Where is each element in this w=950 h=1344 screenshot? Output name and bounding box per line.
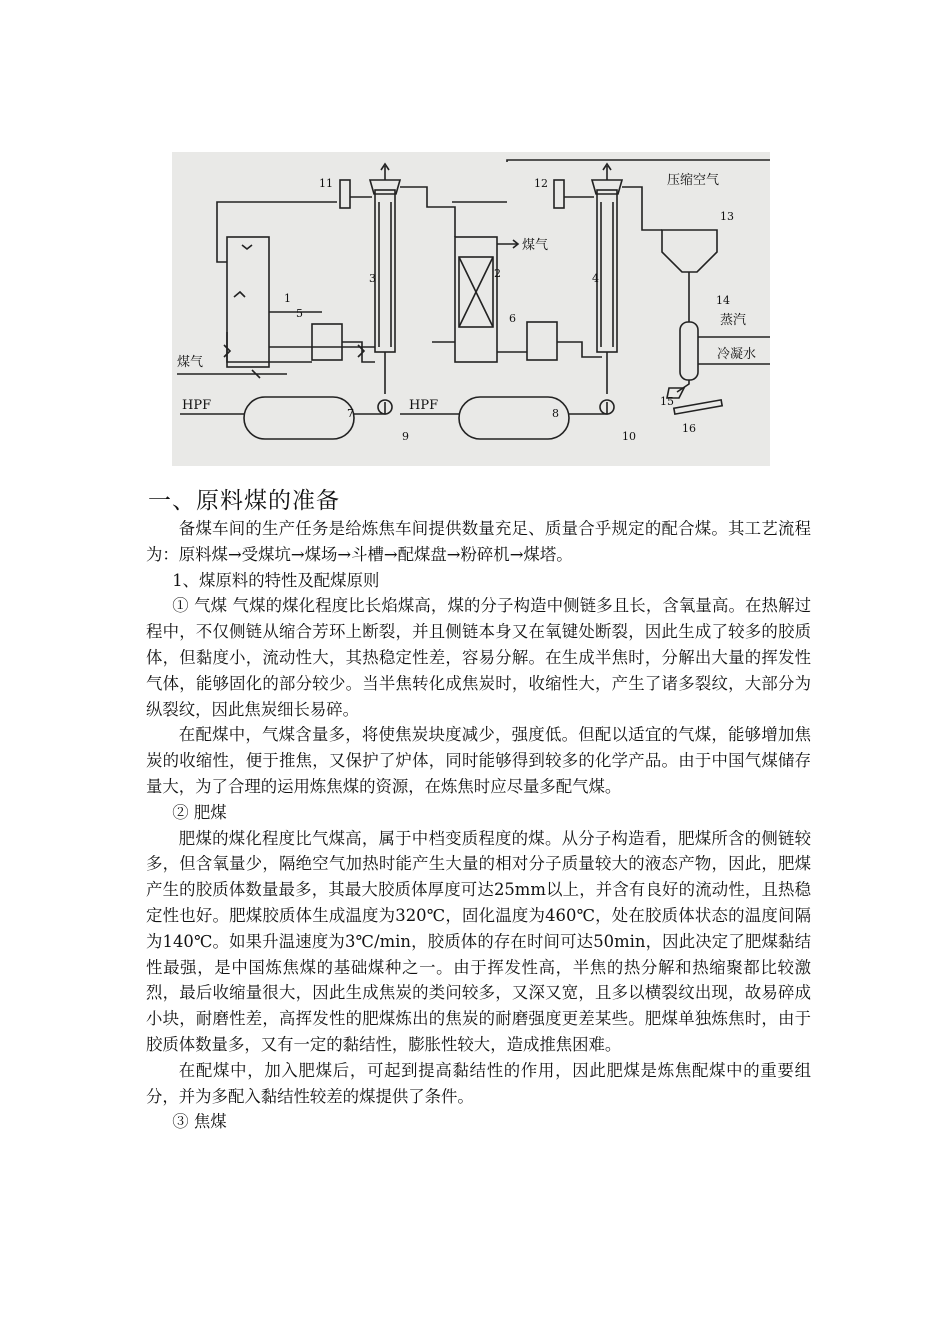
hopper-13 [662, 230, 717, 272]
figure-label-steam: 蒸汽 [720, 313, 747, 328]
pump-6 [527, 322, 557, 360]
tower-3 [375, 190, 395, 352]
absorber-2 [455, 237, 497, 362]
figure-label-n10: 10 [622, 430, 636, 443]
subheading-fat-coal: ② 肥煤 [172, 802, 227, 822]
figure-label-n3: 3 [369, 272, 376, 285]
tower-4 [597, 190, 617, 352]
figure-label-gas-mid: 煤气 [522, 238, 549, 253]
figure-label-n13: 13 [720, 210, 734, 223]
figure-label-n14: 14 [716, 294, 730, 307]
figure-label-n8: 8 [552, 407, 559, 420]
subheading-coal-properties: 1、煤原料的特性及配煤原则 [172, 570, 380, 590]
paragraph-intro: 备煤车间的生产任务是给炼焦车间提供数量充足、质量合乎规定的配合煤。其工艺流程为：原料煤→受煤坑→煤场→斗槽→配煤盘→粉碎机→煤塔。 [146, 519, 811, 564]
instrument-12 [554, 180, 564, 208]
figure-label-gas-left: 煤气 [177, 355, 204, 370]
vessel-14 [680, 322, 698, 380]
figure-label-n6: 6 [509, 312, 516, 325]
figure-label-n15: 15 [660, 395, 674, 408]
subheading-coking-coal: ③ 焦煤 [172, 1112, 227, 1132]
figure-label-n12: 12 [534, 177, 548, 190]
conveyor-16 [674, 400, 722, 414]
figure-label-n16: 16 [682, 422, 696, 435]
figure-label-n2: 2 [494, 267, 501, 280]
figure-label-hpf-mid: HPF [409, 398, 439, 413]
figure-label-compressed-air: 压缩空气 [667, 173, 720, 188]
figure-label-hpf-left: HPF [182, 398, 212, 413]
paragraph-gas-coal: ① 气煤 气煤的煤化程度比长焰煤高，煤的分子构造中侧链多且长，含氧量高。在热解过程中，不仅侧链从缩合芳环上断裂，并且侧链本身又在氧键处断裂，因此生成了较多的胶质体，但黏度小，流动性大，其热稳定性差，容易分解。在生成半焦时，分解出大量的挥发性气体，能够固化的部分较少。当半焦转化成焦炭时，收缩性大，产生了诸多裂纹，大部分为纵裂纹，因此焦炭细长易碎。 [146, 596, 811, 719]
figure-label-n7: 7 [347, 407, 354, 420]
instrument-11 [340, 180, 350, 208]
figure-label-n5: 5 [296, 307, 303, 320]
figure-label-n9: 9 [402, 430, 409, 443]
pump-5 [312, 324, 342, 360]
figure-label-cooling-water: 冷凝水 [717, 347, 757, 362]
figure-label-n11: 11 [319, 177, 333, 190]
paragraph-fat-coal-blending: 在配煤中，加入肥煤后，可起到提高黏结性的作用，因此肥煤是炼焦配煤中的重要组分，并为多配入黏结性较差的煤提供了条件。 [146, 1060, 811, 1106]
process-flow-diagram [172, 152, 770, 466]
tank-7 [244, 397, 354, 439]
process-flow-svg [172, 152, 770, 466]
section-title: 一、原料煤的准备 [148, 488, 340, 514]
paragraph-fat-coal: 肥煤的煤化程度比气煤高，属于中档变质程度的煤。从分子构造看，肥煤所含的侧链较多，但含氧量少，隔绝空气加热时能产生大量的相对分子质量较大的液态产物，因此，肥煤产生的胶质体数量最多，其最大胶质体厚度可达25mm以上，并含有良好的流动性，且热稳定性也好。肥煤胶质体生成温度为320℃，固化温度为460℃，处在胶质体状态的温度间隔为140℃。如果升温速度为3℃/min，胶质体的存在时间可达50min，因此决定了肥煤黏结性最强，是中国炼焦煤的基础煤种之一。由于挥发性高，半焦的热分解和热缩聚都比较激烈，最后收缩量很大，因此生成焦炭的类问较多，又深又宽，且多以横裂纹出现，故易碎成小块，耐磨性差，高挥发性的肥煤炼出的焦炭的耐磨强度更差某些。肥煤单独炼焦时，由于胶质体数量多，又有一定的黏结性，膨胀性较大，造成推焦困难。 [146, 828, 811, 1054]
absorber-1 [227, 237, 269, 367]
document-body [146, 516, 811, 1135]
figure-label-n1: 1 [284, 292, 291, 305]
figure-label-n4: 4 [592, 272, 599, 285]
paragraph-gas-coal-blending: 在配煤中，气煤含量多，将使焦炭块度减少，强度低。但配以适宜的气煤，能够增加焦炭的收缩性，便于推焦，又保护了炉体，同时能够得到较多的化学产品。由于中国气煤储存量大，为了合理的运用炼焦煤的资源，在炼焦时应尽量多配气煤。 [146, 725, 811, 796]
